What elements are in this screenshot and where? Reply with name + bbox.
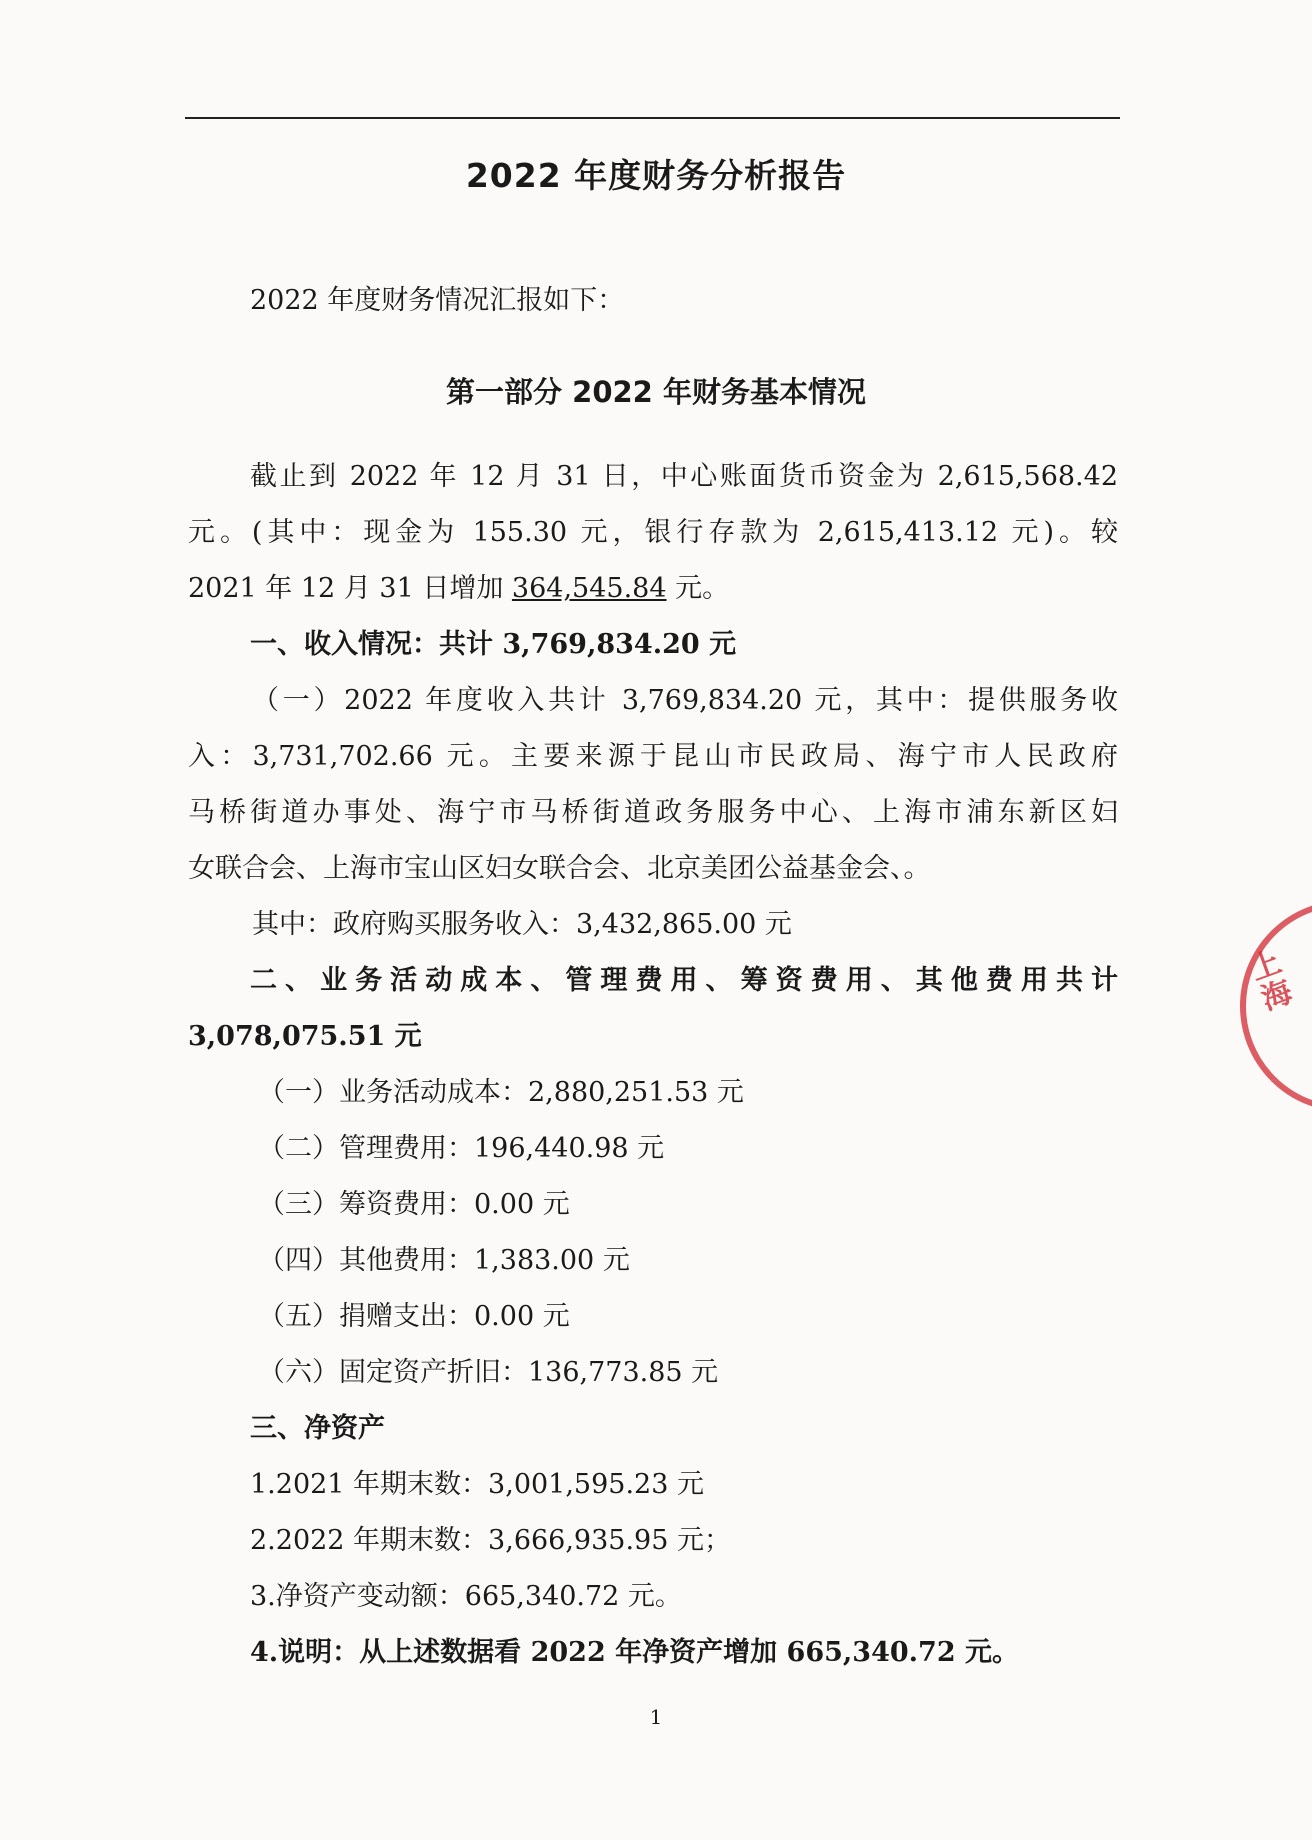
income-line1: （一）2022 年度收入共计 3,769,834.20 元，其中：提供服务收	[252, 685, 1118, 716]
expense-item: （四）其他费用：1,383.00 元	[258, 1245, 630, 1276]
increase-amount: 364,545.84	[511, 573, 667, 604]
expense-heading-line2: 3,078,075.51 元	[188, 1021, 422, 1052]
header-rule	[185, 117, 1120, 119]
para1-line3-suffix: 元。	[666, 573, 730, 604]
expense-item: （三）筹资费用：0.00 元	[258, 1189, 570, 1220]
para1-line2: 元。(其中：现金为 155.30 元，银行存款为 2,615,413.12 元)。较	[188, 517, 1118, 548]
income-line4: 女联合会、上海市宝山区妇女联合会、北京美团公益基金会、。	[188, 853, 931, 884]
para1-line1: 截止到 2022 年 12 月 31 日，中心账面货币资金为 2,615,568.42	[250, 461, 1118, 492]
income-line2: 入：3,731,702.66 元。主要来源于昆山市民政局、海宁市人民政府	[188, 741, 1118, 772]
expense-item: （六）固定资产折旧：136,773.85 元	[258, 1357, 719, 1388]
net-assets-item: 3.净资产变动额：665,340.72 元。	[250, 1581, 682, 1612]
intro-text: 2022 年度财务情况汇报如下：	[250, 285, 625, 316]
expense-item: （五）捐赠支出：0.00 元	[258, 1301, 570, 1332]
page-number: 1	[649, 1705, 663, 1729]
net-assets-item: 2.2022 年期末数：3,666,935.95 元；	[250, 1525, 731, 1556]
seal-text: 上 海	[1245, 944, 1297, 1018]
part1-heading: 第一部分 2022 年财务基本情况	[446, 375, 866, 409]
income-heading: 一、收入情况：共计 3,769,834.20 元	[250, 629, 737, 660]
document-title: 2022 年度财务分析报告	[465, 156, 847, 195]
net-assets-item: 1.2021 年期末数：3,001,595.23 元	[250, 1469, 704, 1500]
expense-item: （一）业务活动成本：2,880,251.53 元	[258, 1077, 744, 1108]
expense-item: （二）管理费用：196,440.98 元	[258, 1133, 665, 1164]
para1-line3	[188, 570, 1118, 608]
expense-heading-line1: 二、业务活动成本、管理费用、筹资费用、其他费用共计	[250, 965, 1118, 996]
net-assets-heading: 三、净资产	[250, 1413, 385, 1444]
gov-purchase-income: 其中：政府购买服务收入：3,432,865.00 元	[252, 909, 792, 940]
income-line3: 马桥街道办事处、海宁市马桥街道政务服务中心、上海市浦东新区妇	[188, 797, 1118, 828]
official-seal	[1240, 900, 1312, 1112]
para1-line3-prefix: 2021 年 12 月 31 日增加	[188, 573, 512, 604]
net-assets-note: 4.说明：从上述数据看 2022 年净资产增加 665,340.72 元。	[250, 1637, 1020, 1668]
